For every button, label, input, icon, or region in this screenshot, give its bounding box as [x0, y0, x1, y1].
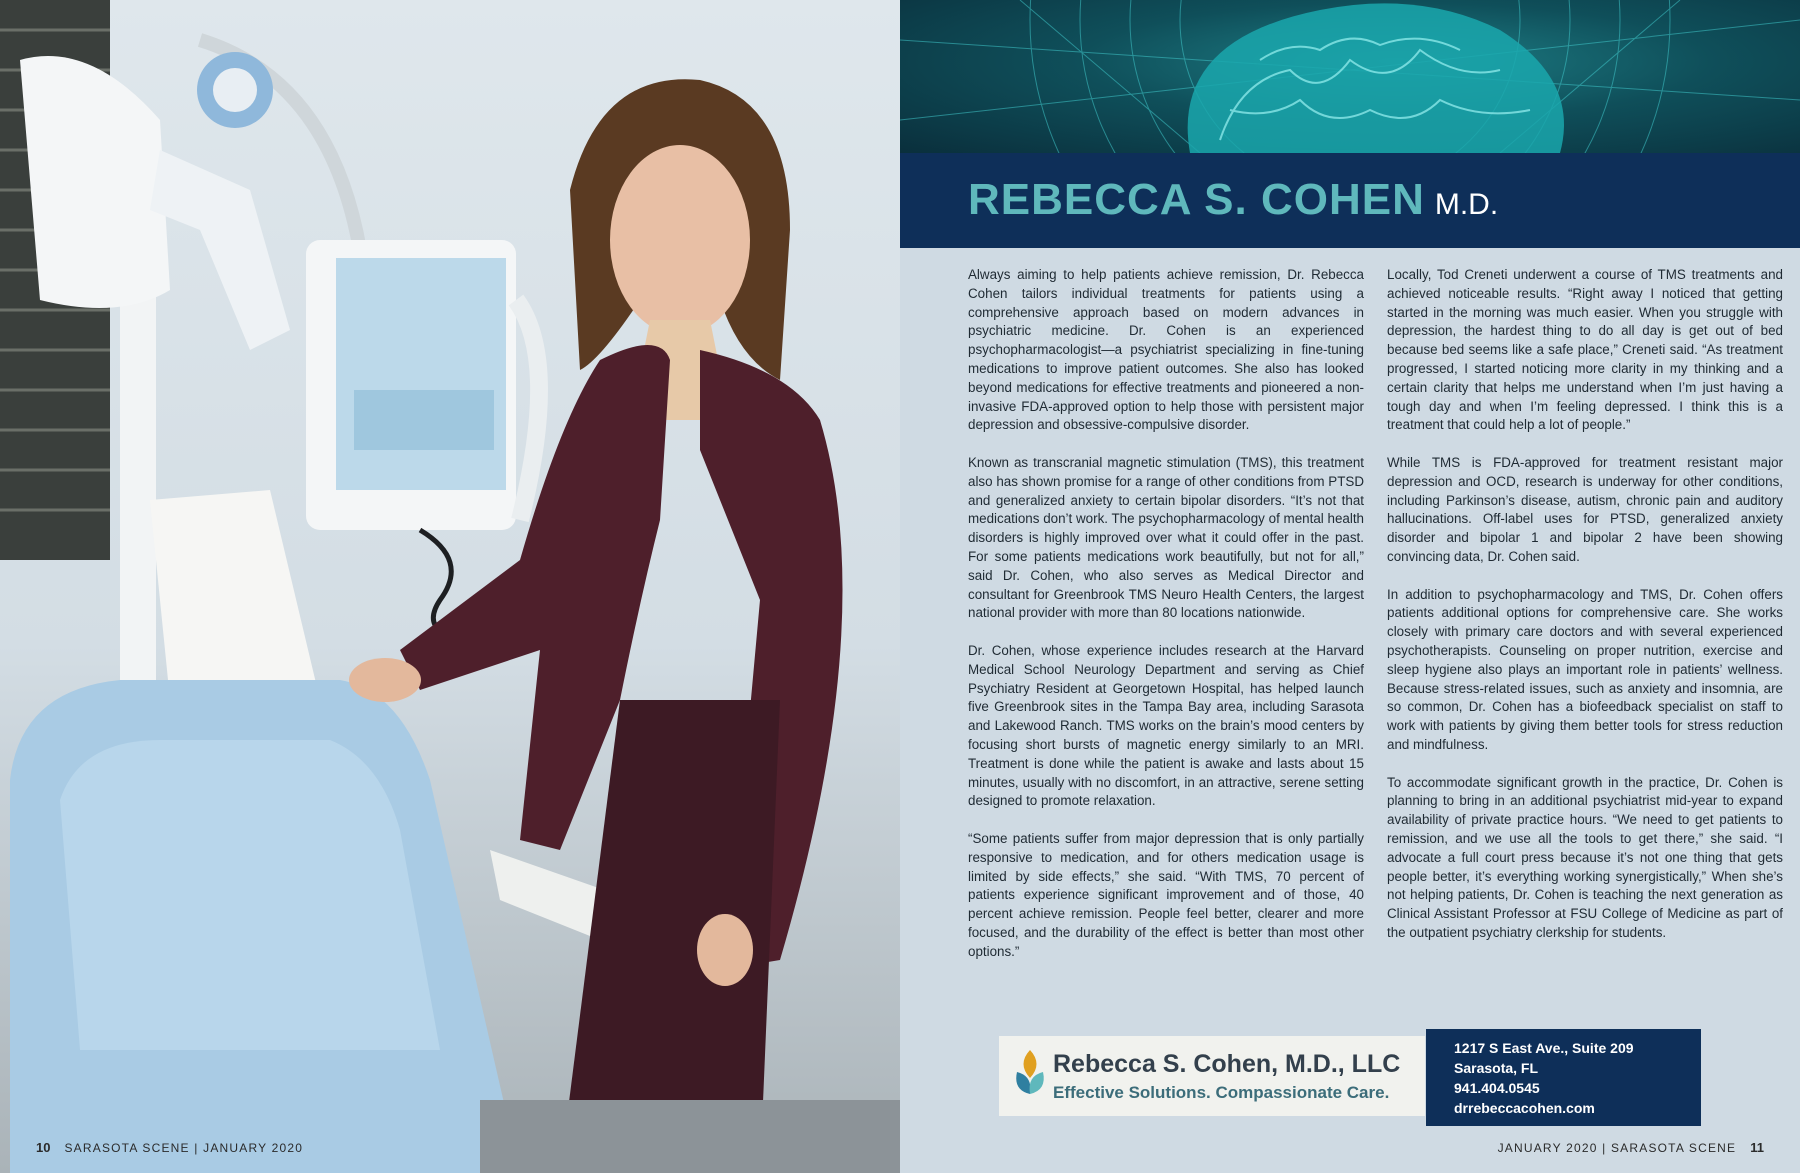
city-line: Sarasota, FL: [1454, 1060, 1539, 1076]
phone-number: 941.404.0545: [1454, 1080, 1540, 1096]
article-column-1: [968, 266, 1364, 980]
left-page-number: 10: [36, 1140, 51, 1155]
paragraph: Locally, Tod Creneti underwent a course of TMS treatments and achieved noticeable results. “Right away I noticed that getting started in the morning was much easier. When you struggle with depression, the hardest thing to do all day is get out of bed because bed seems like a safe place,” Creneti said. “As treatment progressed, I started noticing more clarity in my thinking and a certain clarity that helps me understand when I’m just having a tough day and when I’m feeling depressed. I think this is a treatment that could help a lot of people.”: [1387, 267, 1783, 433]
brain-illustration: [900, 0, 1800, 153]
article-title: [968, 175, 1498, 225]
brain-banner-image: [900, 0, 1800, 153]
left-page-folio: [36, 1140, 303, 1155]
leaf-logo-icon: [1013, 1050, 1047, 1102]
left-running-head: SARASOTA SCENE | JANUARY 2020: [64, 1141, 304, 1155]
paragraph: In addition to psychopharmacology and TMS, Dr. Cohen offers patients additional options for comprehensive care. She works closely with primary care doctors and with several experienced psychotherapists. Counseling on proper nutrition, exercise and sleep hygiene also plays an important role in patients’ wellness. Because stress-related issues, such as anxiety and insomnia, are so common, Dr. Cohen has a biofeedback specialist on staff to work with patients by giving them better tools for stress reduction and mindfulness.: [1387, 586, 1783, 752]
article-column-2: [1387, 266, 1783, 961]
article-page: [900, 0, 1800, 1173]
logo-tagline: Effective Solutions. Compassionate Care.: [1053, 1083, 1390, 1102]
paragraph: To accommodate significant growth in the practice, Dr. Cohen is planning to bring in an additional psychiatrist mid-year to expand availability of private practice hours. “We need to get patients to remission, and we use all the tools to get there,” she said. “I advocate a full court press because it’s not one thing that gets people better, it’s everything working synergistically,” When she’s not helping patients, Dr. Cohen is teaching the next generation as Clinical Assistant Professor at FSU College of Medicine as part of the outpatient psychiatry clerkship for students.: [1387, 774, 1783, 940]
practice-logo: [999, 1036, 1425, 1116]
paragraph: “Some patients suffer from major depression that is only partially responsive to medication, and for others medication usage is limited by side effects,” she said. “With TMS, 70 percent of patients experience significant improvement and of those, 40 percent achieve remission. People feel better, clearer and more focused, and the durability of the effect is better than most other options.”: [968, 830, 1364, 959]
paragraph: Always aiming to help patients achieve remission, Dr. Rebecca Cohen tailors individual treatments for patients using a comprehensive approach based on modern advances in psychiatric medicine. Dr. Cohen is an experienced psychopharmacologist—a psychiatrist specializing in fine-tuning medications to improve patient outcomes. She also has looked beyond medications for effective treatments and pioneered a non-invasive FDA-approved option to help those with persistent major depression and obsessive-compulsive disorder.: [968, 267, 1364, 433]
paragraph: Dr. Cohen, whose experience includes research at the Harvard Medical School Neurology Department and serving as Chief Psychiatry Resident at Georgetown Hospital, has helped launch five Greenbrook sites in the Tampa Bay area, including Sarasota and Lakewood Ranch. TMS works on the brain’s mood centers by focusing short bursts of magnetic energy similarly to an MRI. Treatment is done while the patient is awake and lasts about 15 minutes, usually with no discomfort, in an attractive, serene setting designed to promote relaxation.: [968, 642, 1364, 809]
title-name: REBECCA S. COHEN: [968, 175, 1425, 224]
paragraph: Known as transcranial magnetic stimulation (TMS), this treatment also has shown promise for a range of other conditions from PTSD and generalized anxiety to certain bipolar disorders. “It’s not that medications don’t work. The psychopharmacology of mental health disorders is highly improved over what it could offer in the past. For some patients medications work beautifully, but not for all,” said Dr. Cohen, who also serves as Medical Director and consultant for Greenbrook TMS Neuro Health Centers, the largest national provider with more than 80 locations nationwide.: [968, 454, 1364, 621]
address-line: 1217 S East Ave., Suite 209: [1454, 1040, 1634, 1056]
logo-title: Rebecca S. Cohen, M.D., LLC: [1053, 1050, 1401, 1078]
title-suffix: M.D.: [1434, 188, 1499, 221]
right-page-number: 11: [1750, 1140, 1764, 1155]
contact-info-box: [1426, 1029, 1701, 1126]
title-bar: [900, 153, 1800, 248]
right-page-folio: [1498, 1140, 1764, 1155]
paragraph: While TMS is FDA-approved for treatment resistant major depression and OCD, research is underway for other conditions, including Parkinson’s disease, autism, chronic pain and auditory hallucinations. Off-label uses for PTSD, generalized anxiety disorder and bipolar 1 and bipolar 2 have been showing convincing data, Dr. Cohen said.: [1387, 454, 1783, 564]
right-running-head: JANUARY 2020 | SARASOTA SCENE: [1497, 1141, 1737, 1155]
website-link[interactable]: drrebeccacohen.com: [1454, 1100, 1595, 1116]
